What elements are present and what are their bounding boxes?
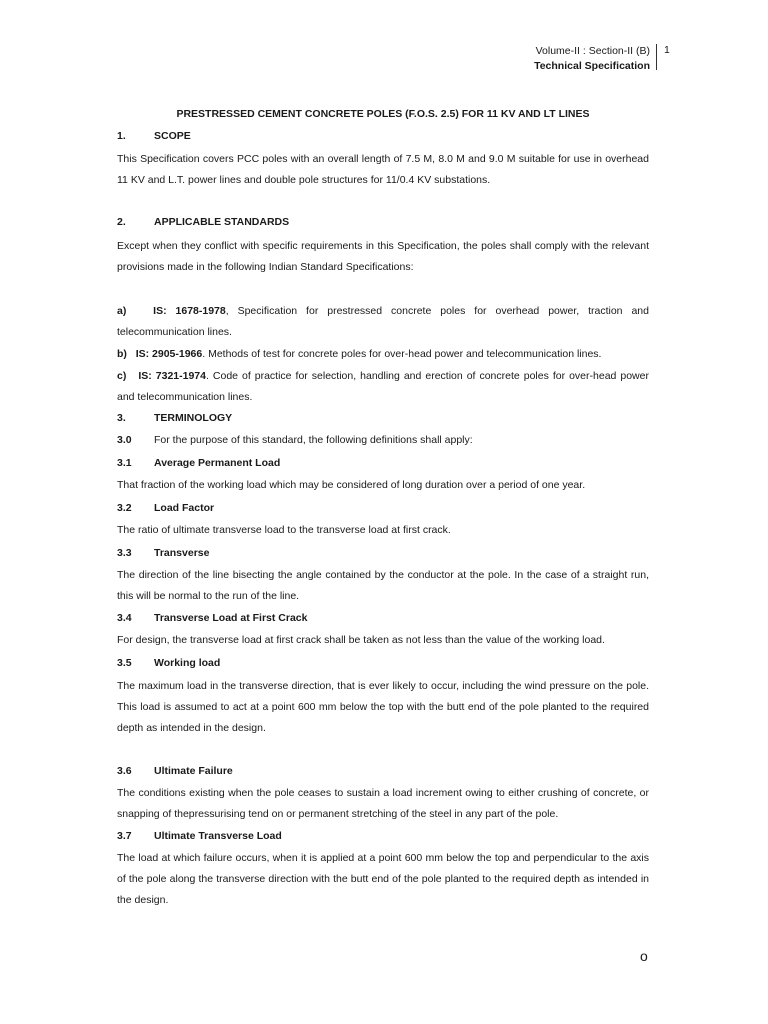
section-3-0: 3.0 For the purpose of this standard, the following definitions shall apply:: [117, 434, 473, 446]
definition-3-1-text: That fraction of the working load which may be considered of long duration over a period of one year.: [117, 479, 586, 491]
definition-3-4-heading: 3.4 Transverse Load at First Crack: [117, 612, 308, 624]
definition-3-7-heading: 3.7 Ultimate Transverse Load: [117, 830, 282, 842]
definition-3-2-heading: 3.2 Load Factor: [117, 502, 215, 514]
section-1-text: This Specification covers PCC poles with an overall length of 7.5 M, 8.0 M and 9.0 M suitable for use in overhead 11 KV and L.T. power lines and double pole structures for 11/0.4 KV substations.: [117, 153, 649, 186]
section-2-heading: 2. APPLICABLE STANDARDS: [117, 216, 290, 228]
header-title: Technical Specification: [534, 60, 650, 72]
definition-3-3-text: The direction of the line bisecting the angle contained by the conductor at the pole. In the case of a straight run, this will be normal to the run of the line.: [117, 569, 649, 602]
definition-3-2-text: The ratio of ultimate transverse load to the transverse load at first crack.: [117, 524, 451, 536]
section-1-heading: 1. SCOPE: [117, 130, 191, 142]
section-3-heading: 3. TERMINOLOGY: [117, 412, 233, 424]
footer-mark: o: [640, 948, 648, 964]
section-2-text: Except when they conflict with specific requirements in this Specification, the poles shall comply with the relevant provisions made in the following Indian Standard Specifications:: [117, 240, 649, 273]
definition-3-6-heading: 3.6 Ultimate Failure: [117, 765, 233, 777]
document-title: PRESTRESSED CEMENT CONCRETE POLES (F.O.S. 2.5) FOR 11 KV AND LT LINES: [176, 108, 590, 120]
definition-3-5-text: The maximum load in the transverse direction, that is ever likely to occur, including the wind pressure on the pole. This load is assumed to act at a point 600 mm below the top with the butt end of the pole planted to the required depth as intended in the design.: [117, 680, 649, 734]
definition-3-1-heading: 3.1 Average Permanent Load: [117, 457, 281, 469]
definition-3-7-text: The load at which failure occurs, when it is applied at a point 600 mm below the top and perpendicular to the axis of the pole along the transverse direction with the butt end of the pole planted to the required depth as intended in the design.: [117, 852, 649, 906]
standard-item-b: b) IS: 2905-1966. Methods of test for concrete poles for over-head power and telecommunication lines.: [117, 348, 602, 360]
standard-item-a: a) IS: 1678-1978, Specification for prestressed concrete poles for overhead power, traction and telecommunication lines.: [117, 305, 649, 338]
page-header: [534, 44, 650, 74]
page-number: 1: [664, 44, 670, 56]
header-volume: Volume-II : Section-II (B): [535, 45, 650, 57]
definition-3-6-text: The conditions existing when the pole ceases to sustain a load increment owing to either crushing of concrete, or snapping of thepressurising tend on or permanent stretching of the steel in any part of the pole.: [117, 787, 649, 820]
header-divider: [656, 44, 657, 70]
definition-3-4-text: For design, the transverse load at first crack shall be taken as not less than the value of the working load.: [117, 634, 605, 646]
definition-3-3-heading: 3.3 Transverse: [117, 547, 210, 559]
definition-3-5-heading: 3.5 Working load: [117, 657, 221, 669]
standard-item-c: c) IS: 7321-1974. Code of practice for selection, handling and erection of concrete poles for over-head power and telecommunication lines.: [117, 370, 649, 403]
